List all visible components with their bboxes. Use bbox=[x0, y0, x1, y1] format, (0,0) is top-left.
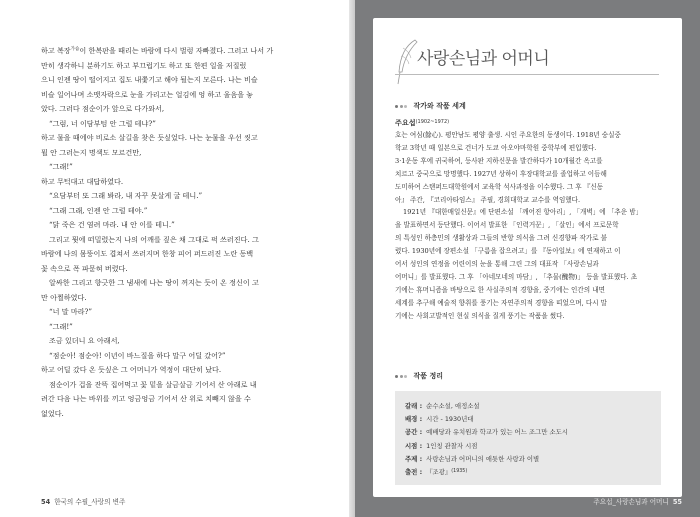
summary-row bbox=[405, 427, 568, 436]
line-text: 만 아찔하였다. bbox=[41, 292, 87, 302]
section-heading-author bbox=[395, 101, 466, 111]
body-text-line bbox=[41, 218, 328, 233]
body-text-line bbox=[41, 349, 328, 364]
summary-value: 시간 - 1930년대 bbox=[426, 415, 474, 424]
author-name: 주요섭 bbox=[395, 118, 416, 127]
line-text: 없었다. bbox=[41, 408, 64, 418]
line-text: 조금 있더니 요 아래서, bbox=[49, 336, 120, 345]
line-text: “그래!” bbox=[49, 321, 73, 331]
line-text: “그래!” bbox=[49, 162, 73, 171]
right-folio bbox=[593, 496, 682, 506]
body-text-line bbox=[41, 175, 328, 190]
line-text: 만히 생각하니 분하기도 하고 부끄럽기도 하고 또 한편 일을 저질렀 bbox=[41, 60, 247, 70]
body-text-line bbox=[41, 189, 328, 204]
line-text: 하고 어딜 갔다 온 듯싶은 그 어머니가 역정이 대단히 났다. bbox=[41, 365, 222, 374]
bio-line: 치르고 중국으로 망명했다. 1927년 상하이 후장대학교를 졸업하고 이듬해 bbox=[395, 169, 607, 178]
summary-year: (1935) bbox=[451, 469, 468, 474]
line-text: 꽃 속으로 폭 파묻혀 버렸다. bbox=[41, 263, 128, 273]
section-heading-summary-text: 작품 정리 bbox=[413, 372, 443, 380]
left-page-body bbox=[41, 43, 328, 421]
line-text: “그럼, 너 이담부텀 안 그럴 테냐?” bbox=[49, 118, 156, 128]
summary-label: 공간 : bbox=[405, 428, 423, 437]
left-page-number: 54 bbox=[41, 498, 51, 506]
body-text-line bbox=[41, 160, 328, 175]
body-text-line bbox=[41, 276, 328, 291]
line-text-continued: 이 한복판을 때리는 바람에 다시 벌렁 자빠졌다. 그러고 나서 가 bbox=[79, 46, 274, 55]
line-text: “그래 그래, 인젠 안 그럴 테야.” bbox=[49, 205, 148, 215]
line-text: 하고 물을 때에야 비로소 살길을 찾은 듯싶었다. 나는 눈물을 우선 씻고 bbox=[41, 133, 258, 142]
summary-label: 배경 : bbox=[405, 415, 423, 424]
three-dots-icon bbox=[395, 105, 409, 108]
bio-line: 학교 3학년 때 일본으로 건너가 도쿄 아오야마학원 중학부에 편입했다. bbox=[395, 143, 597, 152]
line-text: 알싸한 그리고 향긋한 그 냄새에 나는 땅이 꺼지는 듯이 온 정신이 고 bbox=[49, 278, 259, 287]
bio-line: 의 특성인 하층민의 생활상과 그들의 반항 의식을 그려 신경향파 작가로 불 bbox=[395, 234, 608, 243]
bio-line: 호는 여심(餘心). 평안남도 평양 출생. 시인 주요한의 동생이다. 1918년 숭실중 bbox=[395, 131, 621, 139]
bio-line: 어머니」를 발표했다. 그 후 「아네모네의 마담」, 「추물(醜物)」 등을 발표했다. 초 bbox=[395, 272, 638, 281]
bio-line: 아』 주간, 『코리아타임스』 주필, 경희대학교 교수를 역임했다. bbox=[395, 195, 581, 204]
summary-value: 예배당과 유치원과 학교가 있는 어느 조그만 소도시 bbox=[426, 428, 568, 437]
body-text-line bbox=[41, 59, 328, 74]
line-text: 하고 무턱대고 대답하였다. bbox=[41, 176, 124, 186]
bio-line: 세계를 추구해 예술적 향취를 풍기는 자연주의적 경향을 띠었으며, 다시 말 bbox=[395, 298, 608, 307]
summary-label: 주제 : bbox=[405, 454, 423, 463]
bio-line: 기에는 휴머니즘을 바탕으로 한 사실주의적 경향을, 중기에는 인간의 내면 bbox=[395, 285, 605, 294]
line-text: 점순이가 겁을 잔뜩 집어먹고 꽃 밑을 살금살금 기어서 산 아래로 내 bbox=[49, 379, 257, 389]
body-text-line bbox=[41, 305, 328, 320]
left-folio bbox=[41, 496, 125, 506]
bio-line: 어서 성인의 연정을 어린이의 눈을 통해 그린 그의 대표작 「사랑손님과 bbox=[395, 260, 599, 269]
summary-value: 순수소설, 애정소설 bbox=[426, 402, 480, 410]
body-text-line bbox=[41, 204, 328, 219]
left-running-title: 한국의 수필_사랑의 변주 bbox=[54, 498, 126, 506]
info-card bbox=[373, 18, 682, 497]
line-text: “점순아! 점순아! 이년이 바느질을 하다 말구 어딜 갔어?” bbox=[49, 350, 226, 360]
summary-label: 갈래 : bbox=[405, 402, 423, 410]
title-divider bbox=[395, 74, 659, 75]
summary-value: 『조광』 bbox=[426, 468, 452, 476]
section-heading-author-text: 작가와 작품 세계 bbox=[413, 102, 466, 110]
body-text-line bbox=[41, 102, 328, 117]
summary-value: 1인칭 관찰자 시점 bbox=[426, 441, 478, 450]
body-text-line bbox=[41, 131, 328, 146]
body-text-line bbox=[41, 392, 328, 407]
bio-line: 렸다. 1930년에 장편소설 「구름을 잡으려고」를 『동아일보』에 연재하고 이 bbox=[395, 247, 621, 256]
line-text: 려간 다음 나는 바위를 끼고 엉금엉금 기어서 산 위로 치빼지 않을 수 bbox=[41, 394, 251, 403]
bio-line: 을 발표하면서 등단했다. 이어서 발표한 「인력거꾼」, 「살인」에서 프로문학 bbox=[395, 221, 619, 230]
line-text: 뭘 안 그러는지 명색도 모르건만, bbox=[41, 147, 142, 157]
body-text-line bbox=[41, 407, 328, 422]
right-page-number: 55 bbox=[672, 498, 682, 506]
line-text: 그리고 뭣에 떠밀렸는지 나의 어깨를 짚은 채 그대로 퍽 쓰러진다. 그 bbox=[49, 234, 259, 244]
body-text-line bbox=[41, 88, 328, 103]
body-text-line bbox=[41, 334, 328, 349]
body-text-line bbox=[41, 378, 328, 393]
body-text-line bbox=[41, 43, 328, 59]
body-text-line bbox=[41, 247, 328, 262]
author-biography bbox=[395, 129, 661, 323]
summary-value: 사랑손님과 어머니의 애틋한 사랑과 이별 bbox=[426, 454, 540, 463]
gloss: 가슴 bbox=[70, 47, 80, 52]
summary-row bbox=[405, 414, 473, 423]
summary-row bbox=[405, 401, 480, 410]
line-text: 비슬 일어나며 소맷자락으로 눈을 가리고는 얼김에 엉 하고 울음을 놓 bbox=[41, 89, 254, 99]
body-text-line bbox=[41, 146, 328, 161]
line-text: “너 말 마라?” bbox=[49, 307, 92, 316]
summary-label: 출전 : bbox=[405, 468, 423, 476]
line-text: “닭 죽은 건 염려 마라. 내 안 이를 테니.” bbox=[49, 220, 175, 229]
body-text-line bbox=[41, 73, 328, 88]
bio-line: 도미하여 스탠퍼드대학원에서 교육학 석사과정을 이수했다. 그 후 『신동 bbox=[395, 182, 604, 191]
body-text-line bbox=[41, 233, 328, 248]
body-text-line bbox=[41, 291, 328, 306]
three-dots-icon bbox=[395, 375, 409, 378]
body-text-line bbox=[41, 262, 328, 277]
summary-row bbox=[405, 441, 477, 450]
author-line bbox=[395, 118, 449, 128]
line-text: 았다. 그러다 점순이가 앞으로 다가와서, bbox=[41, 104, 165, 113]
line-text: 하고 복장 bbox=[41, 46, 71, 55]
body-text-line bbox=[41, 320, 328, 335]
bio-line: 3·1운동 후에 귀국하여, 등사판 지하신문을 발간하다가 10개월간 옥고를 bbox=[395, 156, 603, 165]
section-heading-summary bbox=[395, 371, 443, 381]
summary-label: 시점 : bbox=[405, 441, 423, 450]
summary-row bbox=[405, 467, 467, 476]
body-text-line bbox=[41, 117, 328, 132]
line-text: 바람에 나의 몸뚱이도 겹쳐서 쓰러지며 한창 피어 퍼드러진 노란 동백 bbox=[41, 249, 254, 258]
body-text-line bbox=[41, 363, 328, 378]
author-years: (1902~1972) bbox=[415, 119, 450, 125]
right-page bbox=[355, 0, 700, 517]
bio-line: 1921년 『대한매일신문』에 단편소설 「깨어진 항아리」, 「개벽」에 「추운 밤」 bbox=[403, 208, 643, 217]
right-running-title: 주요섭_사랑손님과 어머니 bbox=[593, 498, 669, 506]
line-text: 으니 인젠 땅이 떨어지고 집도 내쫓기고 해야 될는지 모른다. 나는 비슬 bbox=[41, 75, 258, 84]
work-summary-box bbox=[395, 391, 661, 485]
bio-line: 기에는 사회고발적인 현실 의식을 질게 풍기는 작품을 썼다. bbox=[395, 311, 565, 320]
line-text: “요담부터 또 그래 봐라, 내 자꾸 못살게 굴 테니.” bbox=[49, 191, 203, 200]
article-title: 사랑손님과 어머니 bbox=[417, 49, 550, 69]
summary-row bbox=[405, 454, 539, 463]
